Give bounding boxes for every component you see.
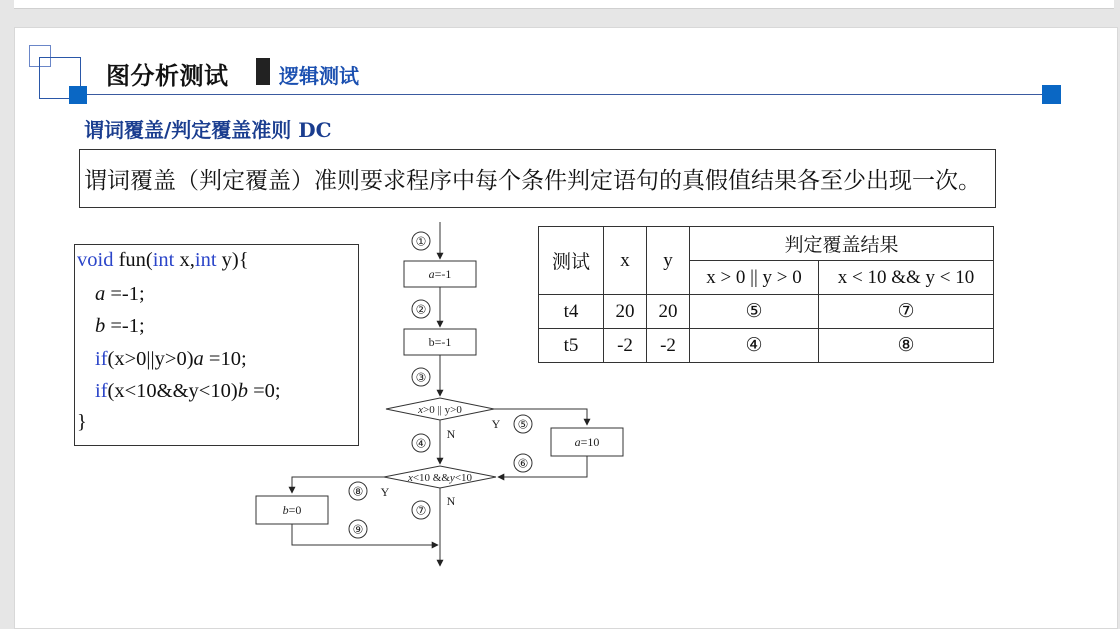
node-b-assign-var: b xyxy=(282,503,289,517)
edge-label-1: ① xyxy=(415,234,427,249)
page-title: 图分析测试 xyxy=(106,62,229,90)
coverage-table xyxy=(538,226,994,363)
code-keyword: int xyxy=(152,249,175,271)
sub-header-2: x < 10 && y < 10 xyxy=(819,261,994,295)
code-text: =0; xyxy=(247,380,281,402)
definition-text: 谓词覆盖（判定覆盖）准则要求程序中每个条件判定语句的真假值结果各至少出现一次。 xyxy=(84,168,981,194)
edge-8 xyxy=(292,477,384,493)
code-keyword: void xyxy=(77,249,114,271)
edge-6 xyxy=(498,456,587,477)
col-test-header: 测试 xyxy=(539,227,604,295)
cell-result-2: ⑦ xyxy=(819,295,994,329)
code-text: =-1; xyxy=(105,315,145,337)
node-a-assign-var: a xyxy=(574,435,581,449)
code-text: =-1; xyxy=(105,283,145,305)
code-keyword: int xyxy=(194,249,217,271)
node-a-assign-rest: =10 xyxy=(580,435,600,449)
edge-label-3: ③ xyxy=(415,370,427,385)
cell-result-1: ⑤ xyxy=(690,295,819,329)
no-label-2: N xyxy=(446,494,456,508)
cell-test-id: t5 xyxy=(539,329,604,363)
decision-2-label xyxy=(407,472,473,484)
table-header-row xyxy=(539,227,994,261)
edge-label-9: ⑨ xyxy=(352,522,364,537)
edge-label-2: ② xyxy=(415,302,427,317)
node-b-init-label: b=-1 xyxy=(428,335,452,349)
node-a-init-var: a xyxy=(428,267,435,281)
cell-result-1: ④ xyxy=(690,329,819,363)
edge-5 xyxy=(494,409,587,425)
col-y-header: y xyxy=(647,227,690,295)
edge-label-4: ④ xyxy=(415,436,427,451)
code-text: y){ xyxy=(216,249,249,271)
node-a-init-rest: =-1 xyxy=(434,267,452,281)
edge-label-5: ⑤ xyxy=(517,417,529,432)
code-variable: a xyxy=(95,283,106,305)
code-variable: a xyxy=(193,348,204,370)
decision-2-var2: y xyxy=(449,472,455,484)
code-text: (x<10&&y<10) xyxy=(107,380,238,402)
code-keyword: if xyxy=(95,380,108,402)
decision-2-mid: <10 && xyxy=(412,472,450,484)
section-heading-suffix: DC xyxy=(298,118,332,142)
cell-x: -2 xyxy=(604,329,647,363)
cell-y: -2 xyxy=(647,329,690,363)
section-heading-text: 谓词覆盖/判定覆盖准则 xyxy=(84,118,292,142)
group-header: 判定覆盖结果 xyxy=(690,227,994,261)
edge-label-8: ⑧ xyxy=(352,484,364,499)
code-variable: b xyxy=(237,380,248,402)
node-a-init-label xyxy=(429,267,452,281)
node-b-assign-label xyxy=(283,503,302,517)
decision-2-var1: x xyxy=(407,472,413,484)
page-subtitle: 逻辑测试 xyxy=(279,64,359,88)
code-line-6: } xyxy=(77,411,87,433)
sub-header-1: x > 0 || y > 0 xyxy=(690,261,819,295)
decision-1-label xyxy=(417,404,462,416)
no-label-1: N xyxy=(446,427,456,441)
edge-label-7: ⑦ xyxy=(415,503,427,518)
cell-test-id: t4 xyxy=(539,295,604,329)
decision-1-rest: >0 || y>0 xyxy=(423,404,462,416)
decision-2-rest: <10 xyxy=(454,472,473,484)
code-text: (x>0||y>0) xyxy=(107,348,194,370)
cell-x: 20 xyxy=(604,295,647,329)
node-b-assign-rest: =0 xyxy=(288,503,302,517)
code-variable: b xyxy=(95,315,106,337)
node-a-assign-label xyxy=(575,435,600,449)
col-x-header: x xyxy=(604,227,647,295)
yes-label-2: Y xyxy=(380,485,390,499)
code-text: =10; xyxy=(203,348,247,370)
yes-label-1: Y xyxy=(491,417,501,431)
decision-1-var: x xyxy=(418,404,424,416)
code-text: fun( xyxy=(113,249,153,271)
cell-y: 20 xyxy=(647,295,690,329)
cell-result-2: ⑧ xyxy=(819,329,994,363)
table-row xyxy=(539,295,994,329)
code-text: x, xyxy=(174,249,195,271)
edge-label-6: ⑥ xyxy=(517,456,529,471)
table-row xyxy=(539,329,994,363)
code-keyword: if xyxy=(95,348,108,370)
